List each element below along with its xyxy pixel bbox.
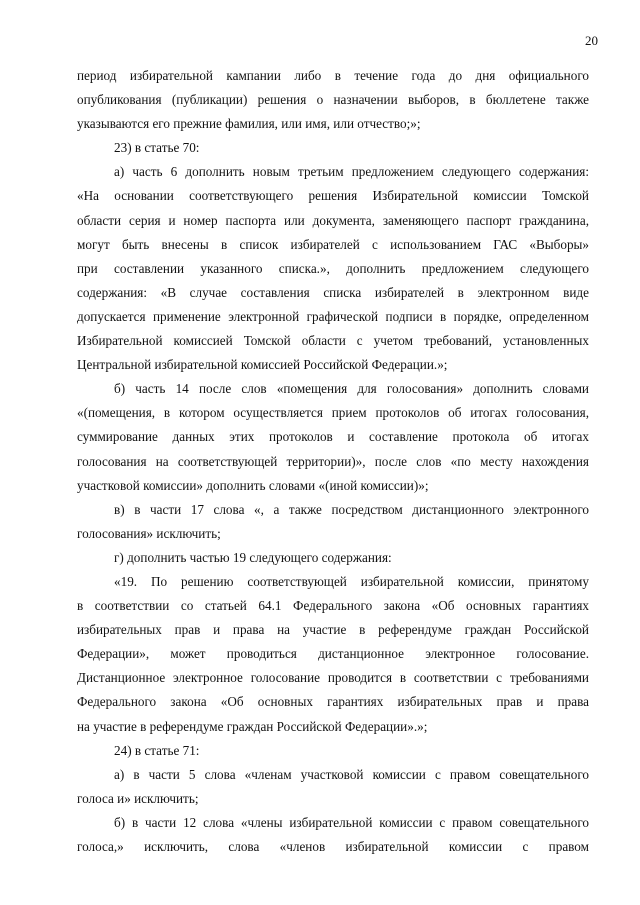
text-line: 23) в статье 70:: [114, 140, 200, 156]
text-line: «19. По решению соответствующей избирательной комиссии, принятому: [114, 573, 589, 589]
text-line: при составлении указанного списка.», дополнить предложением следующего: [77, 260, 589, 276]
text-line: б) часть 14 после слов «помещения для голосования» дополнить словами: [114, 381, 589, 397]
text-line: могут быть внесены в список избирателей с использованием ГАС «Выборы»: [77, 236, 589, 252]
text-line: в) в части 17 слова «, а также посредством дистанционного электронного: [114, 501, 589, 517]
text-line: 24) в статье 71:: [114, 742, 200, 758]
text-line: суммирование данных этих протоколов и составление протокола об итогах: [77, 429, 589, 445]
text-line: Избирательной комиссией Томской области с учетом требований, установленных: [77, 333, 589, 349]
text-line: а) в части 5 слова «членам участковой комиссии с правом совещательного: [114, 766, 589, 782]
text-line: Центральной избирательной комиссией Российской Федерации.»;: [77, 357, 448, 373]
text-line: голосования на соответствующей территории)», после слов «по месту нахождения: [77, 453, 589, 469]
text-line: период избирательной кампании либо в течение года до дня официального: [77, 68, 589, 83]
text-line: допускается применение электронной графической подписи в порядке, определенном: [77, 308, 589, 324]
text-line: «(помещения, в котором осуществляется прием протоколов об итогах голосования,: [77, 405, 589, 421]
text-line: содержания: «В случае составления списка избирателей в электронном виде: [77, 284, 589, 300]
text-line: «На основании соответствующего решения Избирательной комиссии Томской: [77, 188, 589, 204]
document-body: [77, 64, 589, 859]
text-line: г) дополнить частью 19 следующего содержания:: [114, 549, 392, 565]
text-line: Федерации», может проводиться дистанционное электронное голосование.: [77, 646, 589, 662]
text-line: указываются его прежние фамилия, или имя, или отчество;»;: [77, 116, 421, 132]
page-number: 20: [585, 33, 598, 48]
text-line: Федерального закона «Об основных гарантиях избирательных прав и права: [77, 694, 589, 710]
text-line: Дистанционное электронное голосование проводится в соответствии с требованиями: [77, 670, 589, 686]
text-line: голосования» исключить;: [77, 525, 221, 541]
text-line: области серия и номер паспорта или документа, заменяющего паспорт гражданина,: [77, 212, 589, 228]
text-line: опубликования (публикации) решения о назначении выборов, в бюллетене также: [77, 92, 589, 108]
text-line: голоса,» исключить, слова «членов избирательной комиссии с правом: [77, 839, 589, 854]
text-line: участковой комиссии» дополнить словами «(иной комиссии)»;: [77, 477, 429, 493]
text-line: в соответствии со статьей 64.1 Федерального закона «Об основных гарантиях: [77, 598, 589, 614]
text-line: б) в части 12 слова «члены избирательной комиссии с правом совещательного: [114, 814, 589, 830]
text-line: избирательных прав и права на участие в референдуме граждан Российской: [77, 622, 589, 638]
text-line: а) часть 6 дополнить новым третьим предложением следующего содержания:: [114, 164, 589, 180]
text-line: на участие в референдуме граждан Российской Федерации».»;: [77, 718, 428, 734]
text-line: голоса и» исключить;: [77, 790, 199, 806]
